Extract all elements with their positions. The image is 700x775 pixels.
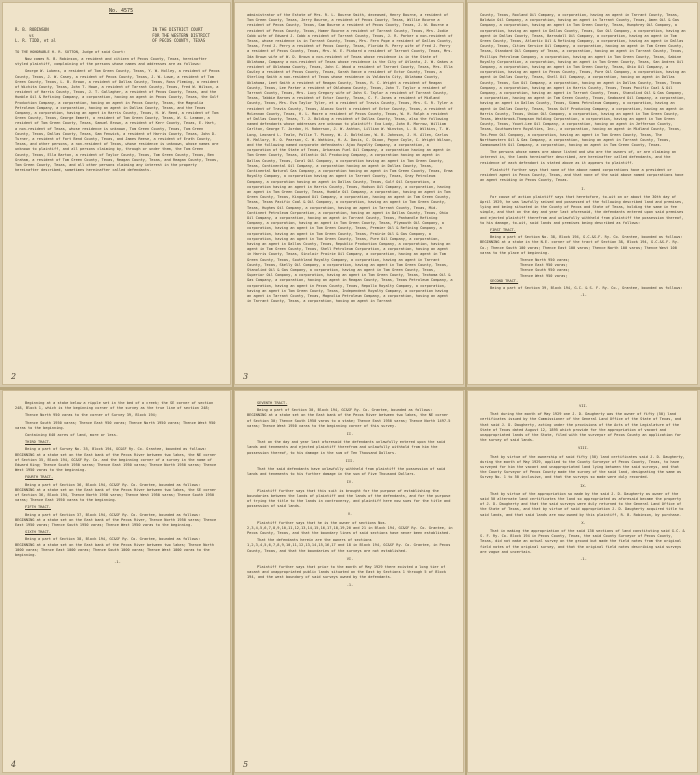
case-number: No. 4575 <box>109 8 134 14</box>
paragraph: Being a part of Section 37, Block 194, GC&SF Ry. Co. Grantee, bounded as follows: BEGINNING at a stake set on the East bank of the Pecos River, Thence North 1950 varas; Thence East 1950 varas; Thence South 1950 varas; Thence West 1950 varas to the beginning. <box>15 512 217 528</box>
paragraph: That on the day and year last aforesaid the defendants unlawfully entered upon the said lands and tenements and ejected plaintiff therefrom and unlawfully withhold from him the possession thereof, to his damage in the sum of Ten Thousand Dollars. <box>247 440 446 455</box>
versus-label: vs <box>29 32 34 38</box>
page-panel-4 <box>2 390 231 773</box>
paragraph: That by virtue of the ownership of said fifty (50) land certificates said J. D. Daugherty, during the month of May 1929, applied to the County Surveyor of Pecos County, Texas, to have surveyed for him the vacant and unappropriated land lying between the said surveys, and that the County Surveyor of Pecos County made the survey of the said land, designating the same as Survey No. 1 to 50 inclusive, and that the surveys so made were duly recorded. <box>480 454 685 480</box>
section-number: X. <box>581 520 586 525</box>
paragraph: Plaintiff further says that he is the owner of sections Nos. 2,3,4,5,6,7,8,9,10,11,12,13,14,15,16,17,18,19,20 and 21 in Block 194, GC&SF Ry. Co. Grantee, in Pecos County, Texas, and that the boundary lines of said sections have never been established. <box>247 520 453 536</box>
paragraph: Beginning at a stake below a ripple set in the bed of a creek; the SE corner of section 248, Block 1, which is the beginning corner of the survey as the true line of section 248; <box>15 401 214 411</box>
paragraph: That during the month of May 1929 one J. D. Daugherty was the owner of fifty (50) land certificates issued by the Commissioner of the General Land Office of the State of Texas, and that said J. D. Daugherty, acting under the provisions of the Acts of the Legislature of the State of Texas dated August 12, 1895 which provide for the appropriation of vacant and unappropriated lands of the State, filed with the surveyor of Pecos County an application for the survey of said lands. <box>480 412 682 443</box>
call-line: Thence South 950 varas; <box>520 268 570 273</box>
paragraph: That the defendants herein are the owners of sections 1,2,3,4,5,6,7,8,9,10,11,12,13,14,15,16,17 and 18 in Block 194, GC&SF Ry. Co. Grantee, in Pecos County, Texas, and that the boundaries of the surveys are not established. <box>247 538 451 553</box>
section-number: III. <box>345 458 355 463</box>
paragraph: Being a part of Survey No. 35, Block 194, GC&SF Ry. Co. Grantee, bounded as follows: BEGINNING at a stake set on the East bank of the Pecos River between two lakes, the NE corner of Section 35, Block 194, GC&SF Ry. Co. and the beginning corner of a survey in the name of Edward King; Thence South 1950 varas; Thence East 1950 varas; Thence North 1950 varas; Thence West 1950 varas to the beginning. <box>15 447 217 473</box>
paragraph: George W. Lukens, a resident of Tom Green County, Texas, Y. W. Holley, a resident of Pecos County, Texas, J. W. Casey, a resident of Pecos County, Texas, J. W. Lowe, a resident of Tom Green County, Texas, L. B. Brown, a resident of Dallas County, Texas, Ross Fleming, a resident of Wichita County, Texas, John T. Howe, a resident of Tarrant County, Texas, Fred W. Wilson, a resident of Harris County, Texas, J. T. Gallagher, a resident of Pecos County, Texas, and the Humble Oil & Refining Company, a corporation, having an agent in Pecos County, Texas, the Gulf Production Company, a corporation, having an agent in Pecos County, Texas, the Magnolia Petroleum Company, a corporation, having an agent in Dallas County, Texas, and the Texas Company, a corporation, having an agent in Harris County, Texas, H. W. Reed, a resident of Tom Green County, Texas, George Emmett, a resident of Tom Green County, Texas, W. S. Leaman, a resident of Tom Green County, Texas, Samuel Brown, a resident of Kerr County, Texas, E. Hart, a non-resident of Texas, whose residence is unknown, Tom Green County, Texas, Tom Green County, Texas, Dallas County, Texas, Sam Fenwick, a resident of Harris County, Texas, John D. Turner, a resident of Fort Bend County, Texas, and James Reese, a resident of Erath County, Texas, and other persons, a non-resident of Texas, whose residence is unknown, whose names are unknown to plaintiff, and all persons claiming by, through or under them, the Tom Green County, Texas, Ella Barton, a resident of Taylor County, Texas, Tom Green County, Texas, Ben Graham, a resident of Tom Green County, Texas, Reagan County, Texas, and Reagan County, Texas, Tom Green County, Texas, and all other persons claiming any interest in the property hereinafter described, sometimes hereinafter called defendants. <box>15 69 220 173</box>
section-number: I. <box>581 186 586 191</box>
tract-heading: SECOND TRACT. <box>490 278 519 283</box>
paragraph: Being a part of Section 30, Block 194, GC&SF Ry. Co. Grantee, bounded as follows: BEGINNING at a stake set on the East bank of the Pecos River between two lakes, the NE corner of Section 30; Thence South 1950 varas to a stake; Thence East 1950 varas; Thence North 1497.5 varas; Thence West 1950 varas to the beginning corner of this survey. <box>247 408 451 428</box>
tract-heading: FIRST TRACT. <box>490 227 516 232</box>
page-number: 2 <box>11 372 17 381</box>
section-number: VII. <box>579 404 588 408</box>
paragraph: Now comes R. B. Robinson, a resident and citizen of Pecos County, Texas, hereinafter styled plaintiff, complaining of the persons whose names and addresses are as follows: <box>15 56 207 67</box>
page-marker: -1- <box>580 293 587 298</box>
call-line: Thence West 950 varas; <box>520 273 568 278</box>
page-number: 3 <box>243 372 249 381</box>
address-line: TO THE HONORABLE H. R. SUTTON, Judge of said Court: <box>15 49 126 54</box>
page-panel-3 <box>467 2 698 385</box>
tract-heading: SIXTH TRACT. <box>25 530 51 535</box>
tract-heading: SEVENTH TRACT. <box>257 401 288 405</box>
call-line: Thence North 950 varas to the corner of Survey 39, Block 194; <box>25 413 157 418</box>
court-line: IN THE DISTRICT COURT <box>152 27 203 32</box>
paragraph: Plaintiff further says that none of the above named corporations have a president or resident agent in Pecos County, Texas, and that none of the said above named corporations have an agent residing in Pecos County, Texas. <box>480 167 684 183</box>
section-number: V. <box>347 512 353 517</box>
section-number: IX. <box>580 483 587 488</box>
page-panel-2 <box>234 2 464 385</box>
section-number: VIII. <box>578 446 589 451</box>
court-line: OF PECOS COUNTY, TEXAS <box>152 38 206 44</box>
court-line: FOR THE WESTERN DISTRICT <box>152 32 210 38</box>
plaintiff-name: R. B. ROBINSON <box>15 27 49 32</box>
paragraph: Being a part of Section No. 38, Block 194, G.C.&S.F. Ry. Co. Grantee, bounded as follows: BEGINNING at a stake in the N.E. corner of the tract of Section 38, Block 194, G.C.&S.F. Ry. Co.; Thence South 100 varas; Thence East 100 varas; Thence North 100 varas; Thence West 100 varas to the place of beginning. <box>480 235 683 255</box>
paragraph: That in making the appropriation of the said 130 sections of land constituting said G.C. & S. F. Ry. Co. Block 194 in Pecos County, Texas, the said County Surveyor of Pecos County, Texas, did not make an actual survey on the ground but made the field notes from the original field notes of the original survey, and that the original field notes describing said surveys are vague and uncertain. <box>480 529 685 554</box>
page-marker: -1- <box>580 557 587 562</box>
call-line: Thence East 950 varas; <box>520 263 568 268</box>
section-number: VI. <box>346 556 354 561</box>
paragraph: Plaintiff further says that this suit is brought for the purpose of establishing the boundaries between the lands of plaintiff and the lands of the defendants, and for the purpose of trying the title to the lands in controversy, and plaintiff here now sues for the title and possession of said lands. <box>247 488 451 509</box>
paragraph: Containing 640 acres of land, more or less. <box>25 433 119 438</box>
call-line: Thence South 1950 varas; Thence East 950 varas; Thence North 1950 varas; Thence West 950 varas to the beginning. <box>15 420 216 430</box>
section-number: II. <box>346 432 354 437</box>
paragraph: Plaintiff further says that prior to the month of May 1929 there existed a long tier of vacant and unappropriated public lands situated on the East by Sections 1 through 5 of Block 194, and the west boundary of said surveys owned by the defendants. <box>247 565 447 580</box>
page-number: 4 <box>11 760 17 769</box>
call-line: Thence North 950 varas; <box>520 257 570 262</box>
call-list <box>520 258 687 279</box>
section-number: IV. <box>346 480 354 485</box>
paragraph: That the said defendants have unlawfully withheld from plaintiff the possession of said lands and tenements to his further damage in the sum of Five Thousand Dollars. <box>247 467 446 477</box>
caption-parties <box>15 27 56 44</box>
tract-heading: FOURTH TRACT. <box>25 475 54 480</box>
page-number: 5 <box>243 760 249 769</box>
paragraph: Being a part of Section 36, Block 194, GC&SF Ry. Co. Grantee, bounded as follows: BEGINNING at a stake set on the East bank of the Pecos River between two lakes, the SE corner of Section 36, Block 194, Thence North 1950 varas; Thence West 1950 varas; Thence South 1950 varas; Thence East 1950 varas to the beginning. <box>15 482 217 503</box>
case-caption <box>15 27 220 44</box>
tract-heading: THIRD TRACT. <box>25 440 51 445</box>
paragraph: The persons whose names are above listed and who are the owners of, or are claiming an interest in, the lands hereinafter described, are hereinafter called defendants, and the residence of each defendant is stated above as it appears to plaintiff. <box>480 150 677 165</box>
paragraph: County, Texas, Roxland Oil Company, a corporation, having an agent in Tarrant County, Texas, Baldwin Oil Company, a corporation, having an agent in Tarrant County, Texas, Amen Oil & Gas Company, a corporation, having an agent in Tom Green County, Texas, Humphrey Oil Company, a corporation, having an agent in Dallas County, Texas, Sun Oil Company, a corporation, having an agent in Dallas County, Texas, Barnsdall Oil Company, a corporation, having an agent in Tom Green County, Texas, Atlantic Oil & Refining Company, a corporation, having an agent in Dallas County, Texas, Cities Service Oil Company, a corporation, having an agent in Tom Green County, Texas, Standard Oil Company of Texas, a corporation, having an agent in Tarrant County, Texas, Phillips Petroleum Company, a corporation, having an agent in Tom Green County, Texas, Sabine Royalty Corporation, a corporation, having an agent in Tom Green County, Texas, San Andres Oil Company, a corporation, having an agent in Tom Green County, Texas, Ohio Oil Company, a corporation, having an agent in Pecos County, Texas, Pure Oil Company, a corporation, having an agent in Dallas County, Texas, Shell Oil Company, a corporation, having an agent in Dallas County, Texas, Sun Oil Company, a corporation, having an agent in Dallas County, Texas, Texas Company, a corporation, having an agent in Harris County, Texas, Texas Pacific Coal & Oil Company, a corporation, having an agent in Tarrant County, Texas, Stanolind Oil & Gas Company, a corporation, having an agent in Tom Green County, Texas, Seaboard Oil Company, a corporation, having an agent in Dallas County, Texas, Simms Petroleum Company, a corporation, having an agent in Dallas County, Texas, Texas Gulf Producing Company, a corporation, having an agent in Harris County, Texas, Union Oil Company, a corporation, having an agent in Tom Green County, Texas, Westbrook-Thompson Holding Corporation, a corporation, having an agent in Tom Green County, Texas, Yount-Lee Oil Company, a corporation, having an agent in Jefferson County, Texas, Southwestern Royalties, Inc., a corporation, having an agent in Midland County, Texas, Tex-Penn Oil Company, a corporation, having an agent in Tom Green County, Texas, The Northwestern Oil & Gas Company, a corporation, having an agent in Tarrant County, Texas, Commonwealth Oil Company, a corporation, having an agent in Tom Green County, Texas. <box>480 13 686 148</box>
paragraph: That by virtue of the appropriation so made by the said J. D. Daugherty as owner of the said 50 alternate land certificates the land so appropriated as aforesaid became the property of J. D. Daugherty and that the said surveys were duly returned to the General Land Office of the State of Texas, and that by virtue of said appropriation J. D. Daugherty acquired title to said lands, and that said lands are now owned by this plaintiff, R. B. Robinson, by purchase. <box>480 491 684 517</box>
defendant-name: L. R. TIDD, et al <box>15 38 56 44</box>
tract-heading: FIFTH TRACT. <box>25 505 51 510</box>
page-marker: -1- <box>346 582 354 587</box>
page-panel-1 <box>2 2 231 385</box>
paragraph: Being a part of Section 39, Block 194, G.C. & S. F. Ry. Co., Grantee, bounded as follows: <box>490 285 683 290</box>
page-marker: -1- <box>114 560 121 565</box>
caption-court <box>152 27 210 44</box>
paragraph: For cause of action plaintiff says that heretofore, to-wit on or about the 30th day of April 1929, he was lawfully seised and possessed of the following described land and premises, lying and being situated in the County of Pecos and State of Texas, holding the same in fee simple, and that on the day and year last aforesaid, the defendants entered upon said premises and ejected plaintiff therefrom and unlawfully withheld from plaintiff the possession thereof, to his damage, to-wit, said lands and premises being described as follows: <box>480 194 684 225</box>
page-panel-6 <box>467 390 698 773</box>
page-panel-5 <box>234 390 464 773</box>
paragraph: administrator of the Estate of Mrs. R. L. Bourne Smith, deceased, Henry Bourne, a resident of Tom Green County, Texas, Jerry Bourne, a resident of Pecos County, Texas, Willie Bourne a resident of Pecos County, Texas, Sam Bourne a resident of Pecos County, Texas, J. W. Bourne a resident of Pecos County, Texas, Homer Bourne a resident of Tarrant County, Texas, Mrs. Jodie Cobb wife of Edward J. Cobb a resident of Tarrant County, Texas, J. R. Parker a non-resident of Texas, whose residence is in Tarrant County, Texas, Mrs. Fern Pope a resident of Dallas County, Texas, Fred J. Perry a resident of Pecos County, Texas, Florida R. Perry wife of Fred J. Perry a resident of Pecos County, Texas, Mrs. W. E. Pinkard a resident of Tarrant County, Texas, Mrs. Ida Brown wife of W. D. Brown a non-resident of Texas whose residence is in the State of Oklahoma, Company a non-resident of Texas whose residence is the City of Atlanta, J. W. Oakes a resident of Oklahoma County, Texas, John C. Wood a resident of Tarrant County, Texas, Mrs. Ella Cowley a resident of Pecos County, Texas, Sarah Vance a resident of Ector County, Texas, a Sterling Smith a non-resident of Texas whose residence is Valdosta City, Oklahoma County, Oklahoma, Leet Smith a resident of Reagan County, Texas, R. C. Wright a resident of Reagan County, Texas, Lee Parker a resident of Oklahoma County, Texas, John T. Taylor a resident of Tarrant County, Texas, Mrs. Lucy Gregory wife of John S. Taylor a resident of Tarrant County, Texas, Tabbie Barnes a resident of Ector County, Texas, C. F. Jones a resident of Midland County, Texas, Mrs. Eva Taylor Tyler, et a resident of Travis County, Texas, Mrs. S. R. Tyler a resident of Travis County, Texas, Alonzo Scott a resident of Ector County, Texas, a resident of McLennan County, Texas, H. L. Moore a resident of Pecos County, Texas, W. H. Rolph a resident of Dallas County, Texas, T. J. Bolding a resident of Dallas County, Texas, also the following named defendants whose addresses are unknown to plaintiff: Eva Lody, John B. Morrow, William Carlton, George T. Jordan, H. Roberson, J. W. Ashton, Lillian W. Winston, L. B. Wilkins, T. W. Long, Leonard L. Teale, Pollie T. Pinney, W. J. Bolfalien, W. B. Johnson, J. H. Allen, Carlos R. Mallory, R. O. Pearson, C. W. Watkins, H. A. Davis, C. Dixon, Payne Coyle, C. Wright Wilson, and the following named corporate defendants: Ajax Royalty Company, a corporation, a corporation of the State of Texas, Arkansas Fuel Oil Company, a corporation having an agent in Tom Green County, Texas, Atlantic Oil Producing Company, a corporation having an agent in Dallas County, Texas, Coral Oil Company, a corporation having an agent in Tom Green County, Texas, Continental Oil Company, a corporation having an agent in Dallas County, Texas, Continental Natural Gas Company, a corporation having an agent in Tom Green County, Texas, Erma Royalty Company, a corporation having an agent in Tarrant County, Texas, Gray Petroleum Company, a corporation having an agent in Dallas County, Texas, Gulf Oil Corporation, a corporation having an agent in Harris County, Texas, Hudson Oil Company, a corporation, having an agent in Tom Green County, Texas, Humble Oil Company, a corporation, having an agent in Tom Green County, Texas, Kingwood Oil Company, a corporation, having an agent in Tom Green County, Texas, Texas Pacific Coal & Oil Company, a corporation, having an agent in Tom Green County, Texas, Hughes Oil Company, a corporation, having an agent in Tarrant County, Texas, Mid-Continent Petroleum Corporation, a corporation, having an agent in Dallas County, Texas, Ohio Oil Company, a corporation, having an agent in Tarrant County, Texas, Panhandle Refining Company, a corporation, having an agent in Tom Green County, Texas, Plymouth Oil Company, a corporation, having an agent in Tom Green County, Texas, Premier Oil & Refining Company, a corporation, having an agent in Tom Green County, Texas, Prairie Oil & Gas Company, a corporation, having an agent in Tom Green County, Texas, Pure Oil Company, a corporation, having an agent in Dallas County, Texas, Republic Production Company, a corporation, having an agent in Tom Green County, Texas, Shell Petroleum Corporation, a corporation, having an agent in Harris County, Texas, Sinclair Prairie Oil Company, a corporation, having an agent in Tom Green County, Texas, Southland Royalty Company, a corporation, having an agent in Tarrant County, Texas, Skelly Oil Company, a corporation, having an agent in Tom Green County, Texas, Stanolind Oil & Gas Company, a corporation, having an agent in Tom Green County, Texas, Superior Oil Company, a corporation, having an agent in Tom Green County, Texas, Texhoma Oil & Gas Company, a corporation, having an agent in Reagan County, Texas, Texas Petroleum Company, a corporation, having an agent in Pecos County, Texas, Repollo Royalty Company, a corporation, having an agent in Tom Green County, Texas, Independent Royalty Company, a corporation having an agent in Tarrant County, Texas, Magnolia Petroleum Company, a corporation, having an agent in Tarrant County, Texas, a corporation, having an agent in Tarrant <box>247 13 453 304</box>
paragraph: Being a part of Section 38, Block 194, GC&SF Ry. Co. Grantee, bounded as follows: BEGINNING at a stake set on the East bank of the Pecos River between two lakes; Thence North 1000 varas; Thence East 1000 varas; Thence South 1000 varas; Thence West 1000 varas to the beginning. <box>15 537 215 558</box>
